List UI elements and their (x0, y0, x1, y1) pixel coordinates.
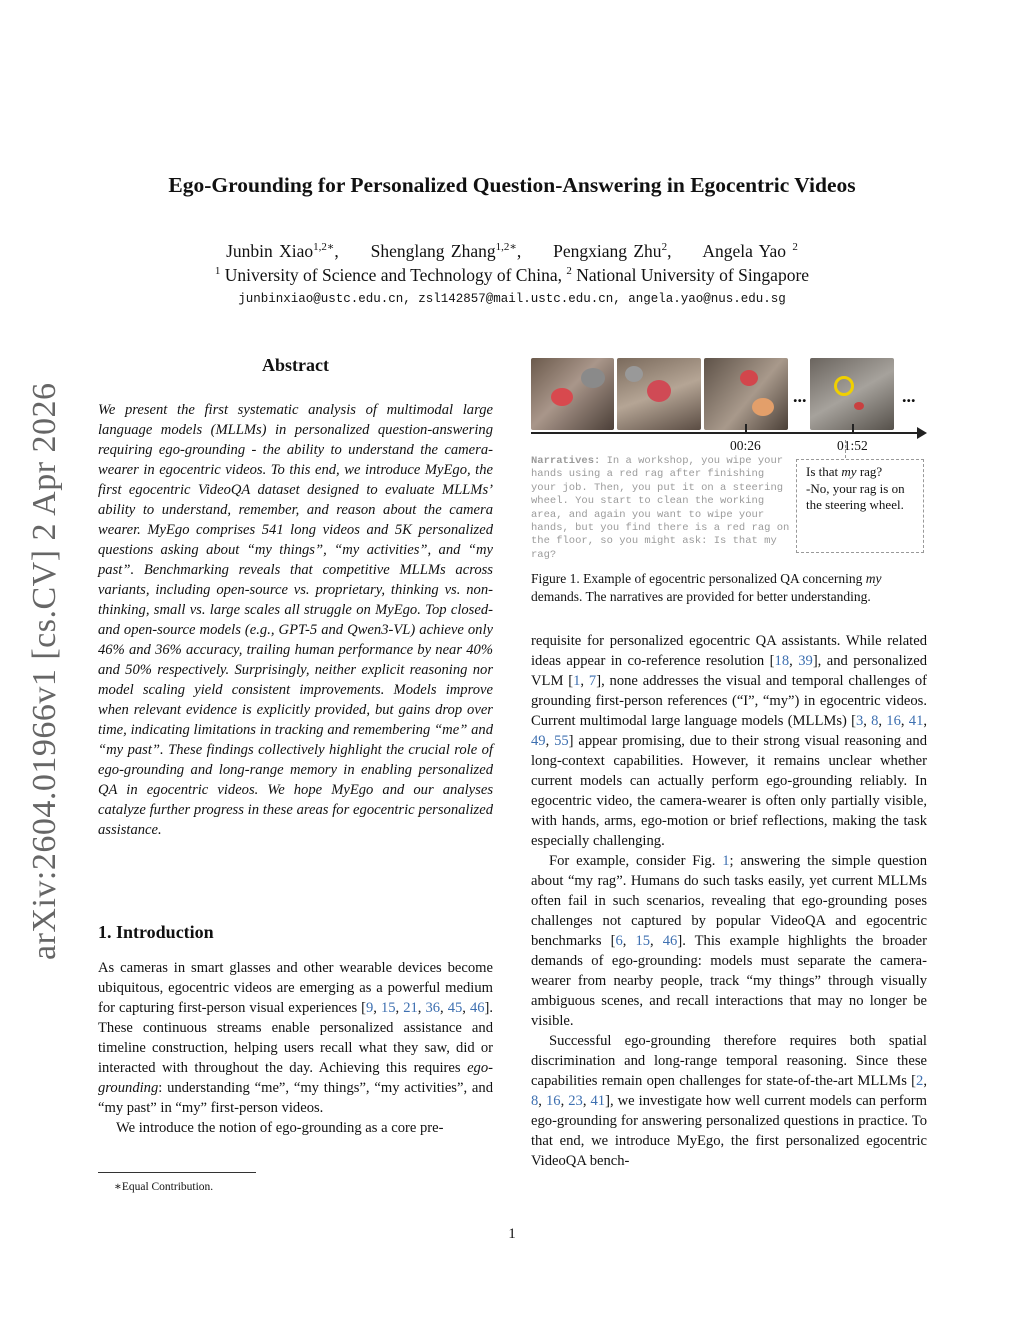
page-number: 1 (508, 1226, 516, 1242)
text-run: ]. This example highlights the broader demands of ego-grounding: models must separate the camera-wearer from nearby people, track “my things” through visually ambiguous scenes, and recall interactions that may no longer be visible. (531, 933, 927, 1029)
footnote-equal-contribution: ∗Equal Contribution. (114, 1181, 214, 1193)
author-name: Angela Yao (702, 240, 787, 261)
paper-title: Ego-Grounding for Personalized Question-Answering in Egocentric Videos (168, 173, 856, 197)
figure-link[interactable]: 1 (722, 853, 730, 869)
footnote-rule (98, 1172, 256, 1173)
citation-link[interactable]: 23 (568, 1093, 583, 1109)
citation-link[interactable]: 15 (635, 933, 651, 949)
text-run: requisite for personalized egocentric QA assistants. While related ideas appear in co-reference resolution [ (531, 633, 927, 669)
timeline-axis (531, 432, 921, 434)
citation-link[interactable]: 18 (774, 653, 790, 669)
citation-link[interactable]: 2 (916, 1073, 924, 1089)
timeline-tick (852, 424, 854, 434)
figure-1-caption (531, 570, 927, 606)
intro-paragraph-2: We introduce the notion of ego-grounding as a core pre- (116, 1120, 444, 1136)
video-frame-2 (617, 358, 701, 430)
video-frame-4 (810, 358, 894, 430)
text-run: ], we investigate how well current models can perform ego-grounding for answering personalized questions in practice. To that end, we introduce MyEgo, the first personalized egocentric VideoQA bench- (531, 1093, 927, 1169)
citation-link[interactable]: 41 (590, 1093, 606, 1109)
affil-sup: 1 (214, 265, 221, 278)
timestamp-1: 00:26 (730, 438, 761, 453)
text-run: ] appear promising, due to their strong visual reasoning and long-context capabilities. However, it remains unclear whether current models can actually perform ego-grounding reliably. In egocentric video, the camera-wearer is often only partially visible, with hands, arms, ego-motion or brief reflections, making the task especially challenging. (531, 733, 927, 849)
citation-link[interactable]: 45 (447, 1000, 463, 1016)
author-sup: 1,2∗ (495, 241, 517, 253)
affil-2: National University of Singapore (576, 265, 810, 285)
video-frame-1 (531, 358, 614, 430)
text-run: ], none addresses the visual and temporal challenges of grounding first-person references (“I”, “my”) in egocentric videos. Current multimodal large language models (MLLMs) [ (531, 673, 927, 729)
ellipsis-1: ... (793, 386, 807, 406)
text-run: demands. The narratives are provided for better understanding. (531, 589, 871, 604)
citation-link[interactable]: 8 (871, 713, 879, 729)
text-run: As cameras in smart glasses and other wearable devices become ubiquitous, egocentric videos are emerging as a powerful medium for capturing first-person visual experiences [ (98, 960, 493, 1016)
author-list (0, 240, 1024, 262)
narratives-text (531, 455, 793, 562)
citation-link[interactable]: 55 (554, 733, 569, 749)
body-paragraph-2: For example, consider Fig. 1; answering the simple question about “my rag”. Humans do such tasks easily, yet current MLLMs often fail in such scenarios, revealing that ego-grounding poses challenges not captured by popular VideoQA and egocentric benchmarks [6, 15, 46]. This example highlights the broader demands of ego-grounding: models must separate the camera-wearer from nearby people, track “my things” through visually ambiguous scenes, and recall interactions that may no longer be visible. (531, 853, 927, 1029)
emphasis: ego-grounding (98, 1060, 493, 1096)
author-sup: 2 (661, 241, 668, 253)
abstract-heading: Abstract (262, 355, 329, 375)
citation-link[interactable]: 16 (886, 713, 901, 729)
figure-1 (531, 358, 927, 561)
section-heading-introduction: 1. Introduction (98, 922, 214, 942)
body-paragraph-1: requisite for personalized egocentric QA assistants. While related ideas appear in co-reference resolution [18, 39], and personalized VLM [1, 7], none addresses the visual and temporal challenges of grounding first-person references (“I”, “my”) in egocentric videos. Current multimodal large language models (MLLMs) [3, 8, 16, 41, 49, 55] appear promising, due to their strong visual reasoning and long-context capabilities. However, it remains unclear whether current models can actually perform ego-grounding reliably. In egocentric video, the camera-wearer is often only partially visible, with hands, arms, ego-motion or brief reflections, making the task especially challenging. (531, 633, 928, 849)
timestamp-2: 01:52 (837, 438, 868, 453)
citation-link[interactable]: 39 (798, 653, 813, 669)
citation-link[interactable]: 46 (662, 933, 678, 949)
answer: -No, your rag is on the steering wheel. (806, 480, 905, 512)
timeline-tick (745, 424, 747, 434)
question (806, 464, 918, 481)
author-name: Pengxiang Zhu (553, 240, 662, 261)
text-run: ]. These continuous streams enable personalized assistance and timeline construction, helping users recall what they saw, did or interacted with throughout the day. Achieving this requires (98, 1000, 494, 1076)
narratives-label: Narratives: (531, 455, 601, 467)
author-name: Shenglang Zhang (370, 240, 496, 261)
text-run: ], and personalized VLM [ (531, 653, 928, 689)
citation-link[interactable]: 7 (588, 673, 597, 689)
citation-link[interactable]: 15 (380, 1000, 396, 1016)
question-answer-text (806, 464, 918, 514)
citation-link[interactable]: 16 (545, 1093, 561, 1109)
author-sep: , (516, 240, 522, 261)
affiliations (0, 265, 1024, 286)
ellipsis-2: ... (902, 386, 916, 406)
abstract-text: We present the first systematic analysis of multimodal large language models (MLLMs) in personalized question-answering requiring ego-grounding - the ability to understand the camera-wearer in egocentric videos. To this end, we introduce MyEgo, the first egocentric VideoQA dataset designed to evaluate MLLMs’ ability to understand, remember, and reason about the camera wearer. MyEgo comprises 541 long videos and 5K personalized questions asking about “my things”, “my activities”, and “my past”. Benchmarking reveals that competitive MLLMs across variants, including open-source vs. proprietary, thinking vs. non-thinking, small vs. large scales all struggle on MyEgo. Top closed- and open-source models (e.g., GPT-5 and Qwen3-VL) achieve only 46% and 36% accuracy, trailing human performance by near 40% and 50% respectively. Surprisingly, neither explicit reasoning nor model scaling yield consistent improvements. Models improve when relevant evidence is explicitly provided, but gains drop over time, indicating limitations in tracking and remembering “me” and “my past”. These findings collectively highlight the crucial role of ego-grounding and long-range memory in enabling personalized QA in egocentric videos. We hope MyEgo and our analyses catalyze further progress in these areas for egocentric personalized assistance. (98, 402, 493, 838)
timeline-arrow-icon (917, 427, 927, 439)
citation-link[interactable]: 8 (531, 1093, 539, 1109)
citation-link[interactable]: 49 (531, 733, 546, 749)
citation-link[interactable]: 9 (365, 1000, 374, 1016)
author-name: Junbin Xiao (226, 240, 314, 261)
right-column-body (531, 631, 927, 1171)
citation-link[interactable]: 6 (615, 933, 623, 949)
narratives-body: In a workshop, you wipe your hands using a red rag after finishing your job. Then, you put it on a steering wheel. You start to clean the working area, and again you want to wipe your hands, but you find there is a red rag on the floor, so you might ask: Is that my rag? (531, 455, 790, 561)
citation-link[interactable]: 36 (425, 1000, 441, 1016)
arxiv-stamp: arXiv:2604.01966v1 [cs.CV] 2 Apr 2026 (26, 382, 63, 960)
citation-link[interactable]: 46 (469, 1000, 485, 1016)
citation-link[interactable]: 1 (573, 673, 581, 689)
text-run: rag? (856, 464, 883, 479)
emphasis: my (841, 464, 857, 479)
text-run: For example, consider Fig. (549, 853, 723, 869)
author-sup: 2 (792, 241, 798, 253)
text-run: : understanding “me”, “my things”, “my activities”, and “my past” in “my” first-person videos. (98, 1080, 493, 1116)
intro-paragraph-1: As cameras in smart glasses and other wearable devices become ubiquitous, egocentric videos are emerging as a powerful medium for capturing first-person visual experiences [9, 15, 21, 36, 45, 46]. These continuous streams enable personalized assistance and timeline construction, helping users recall what they saw, did or interacted with throughout the day. Achieving this requires ego-grounding: understanding “me”, “my things”, “my activities”, and “my past” in “my” first-person videos. (98, 960, 494, 1116)
body-paragraph-3: Successful ego-grounding therefore requires both spatial discrimination and long-range temporal reasoning. Since these capabilities remain open challenges for state-of-the-art MLLMs [2, 8, 16, 23, 41], we investigate how well current models can perform ego-grounding for answering personalized questions in practice. To that end, we introduce MyEgo, the first personalized egocentric VideoQA bench- (531, 1033, 927, 1169)
affil-1: University of Science and Technology of China, (224, 265, 562, 285)
author-emails: junbinxiao@ustc.edu.cn, zsl142857@mail.ustc.edu.cn, angela.yao@nus.edu.sg (238, 292, 786, 306)
citation-link[interactable]: 41 (908, 713, 924, 729)
text-run: Successful ego-grounding therefore requires both spatial discrimination and long-range temporal reasoning. Since these capabilities remain open challenges for state-of-the-art MLLMs [ (531, 1033, 927, 1089)
affil-sup: 2 (566, 265, 572, 278)
author-sep: , (334, 240, 339, 261)
citation-link[interactable]: 3 (855, 713, 864, 729)
text-run: Figure 1. Example of egocentric personalized QA concerning (531, 571, 866, 586)
author-sep: , (667, 240, 672, 261)
intro-body (98, 958, 493, 1138)
question-connector (845, 440, 846, 458)
citation-link[interactable]: 21 (403, 1000, 418, 1016)
video-frame-3 (704, 358, 788, 430)
author-mark: ∗ (326, 241, 335, 253)
text-run: ; answering the simple question about “my rag”. Humans do such tasks easily, yet current MLLMs often fail in such scenarios, revealing that ego-grounding poses challenges not captured by popular VideoQA and egocentric benchmarks [ (531, 853, 927, 949)
emphasis: my (865, 571, 882, 586)
author-sup: 1,2 (313, 241, 327, 253)
text-run: Is that (806, 464, 842, 479)
